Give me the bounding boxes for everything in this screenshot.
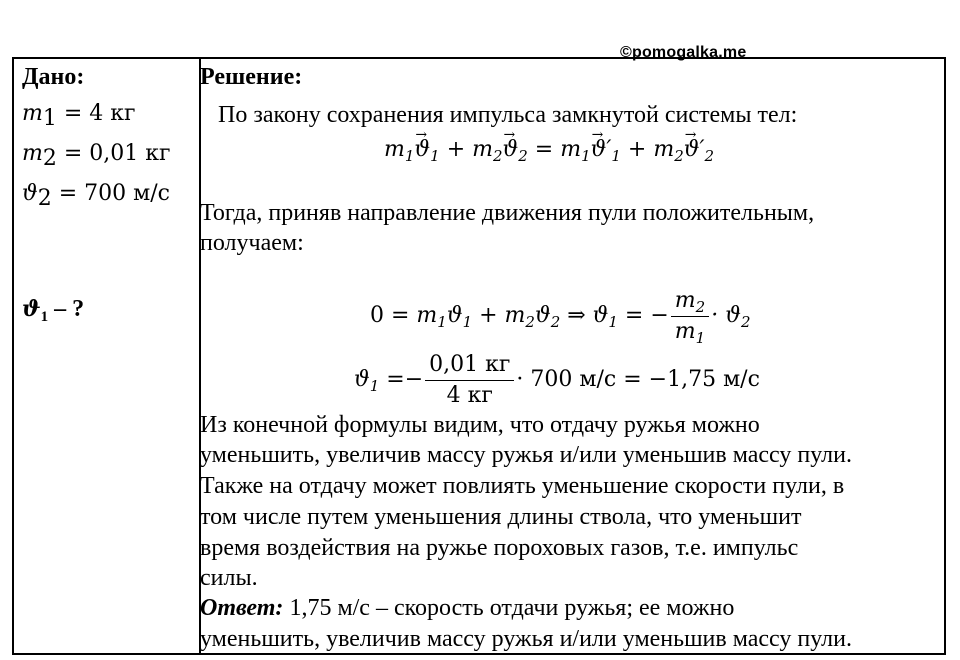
conclusion-line-6: силы. (200, 565, 258, 591)
solution-table (12, 57, 946, 655)
answer-line-1 (200, 594, 734, 622)
given-m1: $m_1 = 4$ кг (22, 101, 136, 131)
answer-label: Ответ: (200, 595, 284, 621)
answer-line-2: уменьшить, увеличив массу ружья и/или уменьшив массу пули. (200, 626, 852, 652)
given-v2: $ϑ_2 = 700$ м/с (22, 181, 170, 211)
answer-text: 1,75 м/с – скорость отдачи ружья; ее можно (283, 595, 735, 621)
solution-heading: Решение: (200, 64, 303, 90)
then-line-1: Тогда, приняв направление движения пули положительным, (200, 200, 815, 226)
formula-v1-derivation: $0 = m_1ϑ_1 + m_2ϑ_2$ ⇒ $ϑ_1$ = − $\frac{m_2}{m_1}$ · $ϑ_2$ (370, 287, 751, 347)
intro-text: По закону сохранения импульса замкнутой системы тел: (218, 102, 798, 128)
then-line-2: получаем: (200, 230, 304, 256)
watermark: ©pomogalka.me (620, 44, 747, 61)
conclusion-line-1: Из конечной формулы видим, что отдачу ружья можно (200, 412, 760, 438)
find-v1: $ϑ_1$ – ? (22, 296, 85, 325)
given-heading: Дано: (22, 64, 85, 90)
momentum-equation: $m_1\to ϑ_1 + m_2\to ϑ_2 = m_1\to ϑ'_1 + m_2\to ϑ'_2$ (384, 135, 714, 164)
conclusion-line-5: время воздействия на ружье пороховых газов, т.е. импульс (200, 535, 799, 561)
conclusion-line-3: Также на отдачу может повлиять уменьшение скорости пули, в (200, 473, 845, 499)
formula-v1-numeric: $ϑ_1$ =− $\frac{0,01 кг}{4 кг}$ · 700 м/с = −1,75 м/с (354, 351, 760, 408)
conclusion-line-4: том числе путем уменьшения длины ствола, что уменьшит (200, 504, 802, 530)
given-m2: $m_2 = 0,01$ кг (22, 141, 171, 171)
conclusion-line-2: уменьшить, увеличив массу ружья и/или уменьшив массу пули. (200, 442, 852, 468)
